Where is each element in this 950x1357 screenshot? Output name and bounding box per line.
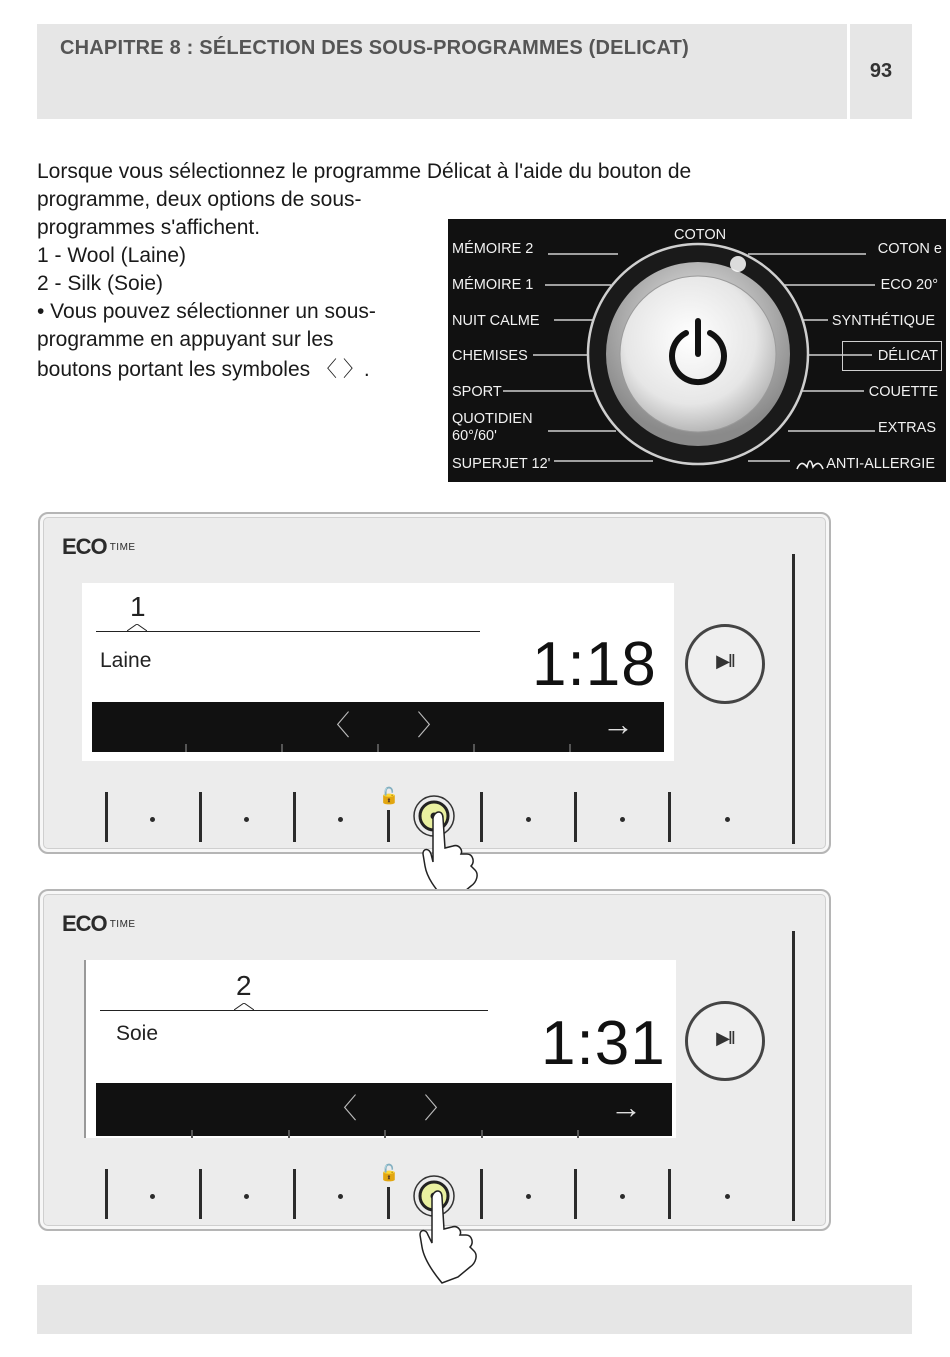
button-dot[interactable] [620, 817, 625, 822]
button-dot[interactable] [244, 817, 249, 822]
start-pause-button[interactable] [685, 624, 765, 704]
chevron-symbols: 〈 〉. [316, 358, 370, 381]
next-arrow-icon[interactable]: 〉 [417, 710, 446, 741]
dial-label-delicat: DÉLICAT [877, 348, 938, 364]
option-wool: 1 - Wool (Laine) [37, 244, 187, 267]
remaining-time: 1:31 [541, 1009, 666, 1078]
play-pause-icon: ▶II [716, 1028, 734, 1048]
sub-program-number: 2 [236, 970, 252, 1001]
lock-icon: 🔓 [379, 1165, 399, 1182]
button-separator [293, 792, 296, 842]
tick-mark [288, 1130, 290, 1138]
dial-label-coton-top: COTON [674, 227, 727, 243]
panel-divider [792, 554, 795, 844]
button-separator [105, 792, 108, 842]
panel-divider [792, 931, 795, 1221]
sub-program-number: 1 [130, 591, 146, 622]
eco-logo-subtext: TIME [109, 919, 136, 930]
intro-text-line [37, 356, 370, 384]
intro-text-fragment: boutons portant les symboles [37, 358, 311, 381]
button-separator [668, 792, 671, 842]
option-silk: 2 - Silk (Soie) [37, 272, 164, 295]
dial-label-couette: COUETTE [868, 384, 938, 400]
display-screen [84, 960, 676, 1138]
sub-program-divider [100, 1010, 488, 1011]
dial-indicator-light [730, 256, 746, 272]
dial-label-sport: SPORT [452, 384, 502, 400]
button-dot[interactable] [725, 1194, 730, 1199]
dial-label-synthetique: SYNTHÉTIQUE [831, 313, 935, 329]
button-dot[interactable] [526, 1194, 531, 1199]
dial-label-memoire-1: MÉMOIRE 1 [452, 277, 534, 293]
button-separator [387, 1187, 390, 1219]
tick-mark [569, 744, 571, 752]
confirm-arrow-icon[interactable]: → [602, 706, 634, 742]
footer-bar [37, 1285, 912, 1334]
play-pause-icon: ▶II [716, 651, 734, 671]
button-dot[interactable] [526, 817, 531, 822]
eco-logo-subtext: TIME [109, 542, 136, 553]
tick-mark [481, 1130, 483, 1138]
program-dial-panel [448, 219, 946, 482]
button-separator [199, 792, 202, 842]
button-dot[interactable] [620, 1194, 625, 1199]
button-separator [574, 1169, 577, 1219]
intro-text-line: • Vous pouvez sélectionner un sous- [37, 300, 376, 323]
button-separator [293, 1169, 296, 1219]
start-pause-button[interactable] [685, 1001, 765, 1081]
intro-text-line: Lorsque vous sélectionnez le programme Délicat à l'aide du bouton de [37, 160, 692, 183]
button-separator [668, 1169, 671, 1219]
dial-label-anti-allergie: ANTI-ALLERGIE [826, 456, 935, 472]
sub-program-divider [96, 631, 480, 632]
dial-label-eco-20: ECO 20° [880, 277, 938, 293]
tick-mark [473, 744, 475, 752]
button-dot[interactable] [244, 1194, 249, 1199]
intro-text-line: programmes s'affichent. [37, 216, 261, 239]
tick-mark [377, 744, 379, 752]
button-dot[interactable] [150, 817, 155, 822]
eco-time-logo [62, 911, 136, 937]
confirm-arrow-icon[interactable]: → [610, 1089, 642, 1125]
dial-label-superjet: SUPERJET 12' [452, 456, 551, 472]
tick-mark [384, 1130, 386, 1138]
button-dot[interactable] [150, 1194, 155, 1199]
intro-text-line: programme, deux options de sous- [37, 188, 362, 211]
control-panel-2 [38, 889, 831, 1231]
lock-icon: 🔓 [379, 788, 399, 805]
display-screen [82, 583, 674, 761]
button-dot[interactable] [338, 1194, 343, 1199]
tick-mark [185, 744, 187, 752]
intro-text-line: programme en appuyant sur les [37, 328, 334, 351]
pointing-hand-icon [402, 1187, 482, 1287]
sub-program-name: Laine [100, 649, 152, 672]
navigation-bar [96, 1083, 672, 1136]
sub-program-name: Soie [116, 1022, 159, 1045]
dial-label-extras: EXTRAS [877, 420, 936, 436]
tick-mark [577, 1130, 579, 1138]
dial-label-coton-e: COTON e [877, 241, 942, 257]
dial-label-memoire-2: MÉMOIRE 2 [452, 241, 534, 257]
eco-time-logo [62, 534, 136, 560]
dial-label-quotidien: QUOTIDIEN [452, 411, 533, 427]
eco-logo-text: ECO [62, 534, 107, 559]
button-separator [199, 1169, 202, 1219]
next-arrow-icon[interactable]: 〉 [424, 1093, 453, 1124]
tick-mark [191, 1130, 193, 1138]
button-separator [105, 1169, 108, 1219]
previous-arrow-icon[interactable]: 〈 [329, 1093, 358, 1124]
page-number: 93 [869, 60, 893, 82]
button-dot[interactable] [725, 817, 730, 822]
dial-label-nuit-calme: NUIT CALME [452, 313, 540, 329]
control-panel-1 [38, 512, 831, 854]
previous-arrow-icon[interactable]: 〈 [322, 710, 351, 741]
dial-label-chemises: CHEMISES [452, 348, 528, 364]
button-separator [387, 810, 390, 842]
delicat-highlight-box [842, 341, 942, 371]
dial-label-quotidien-temp: 60°/60' [452, 428, 497, 444]
page-title: CHAPITRE 8 : SÉLECTION DES SOUS-PROGRAMMES (DELICAT) [60, 37, 689, 59]
remaining-time: 1:18 [532, 630, 657, 699]
button-separator [574, 792, 577, 842]
tick-mark [281, 744, 283, 752]
leaf-icon [795, 455, 825, 471]
button-dot[interactable] [338, 817, 343, 822]
caret-marker [234, 1003, 254, 1011]
eco-logo-text: ECO [62, 911, 107, 936]
caret-marker [127, 624, 147, 632]
